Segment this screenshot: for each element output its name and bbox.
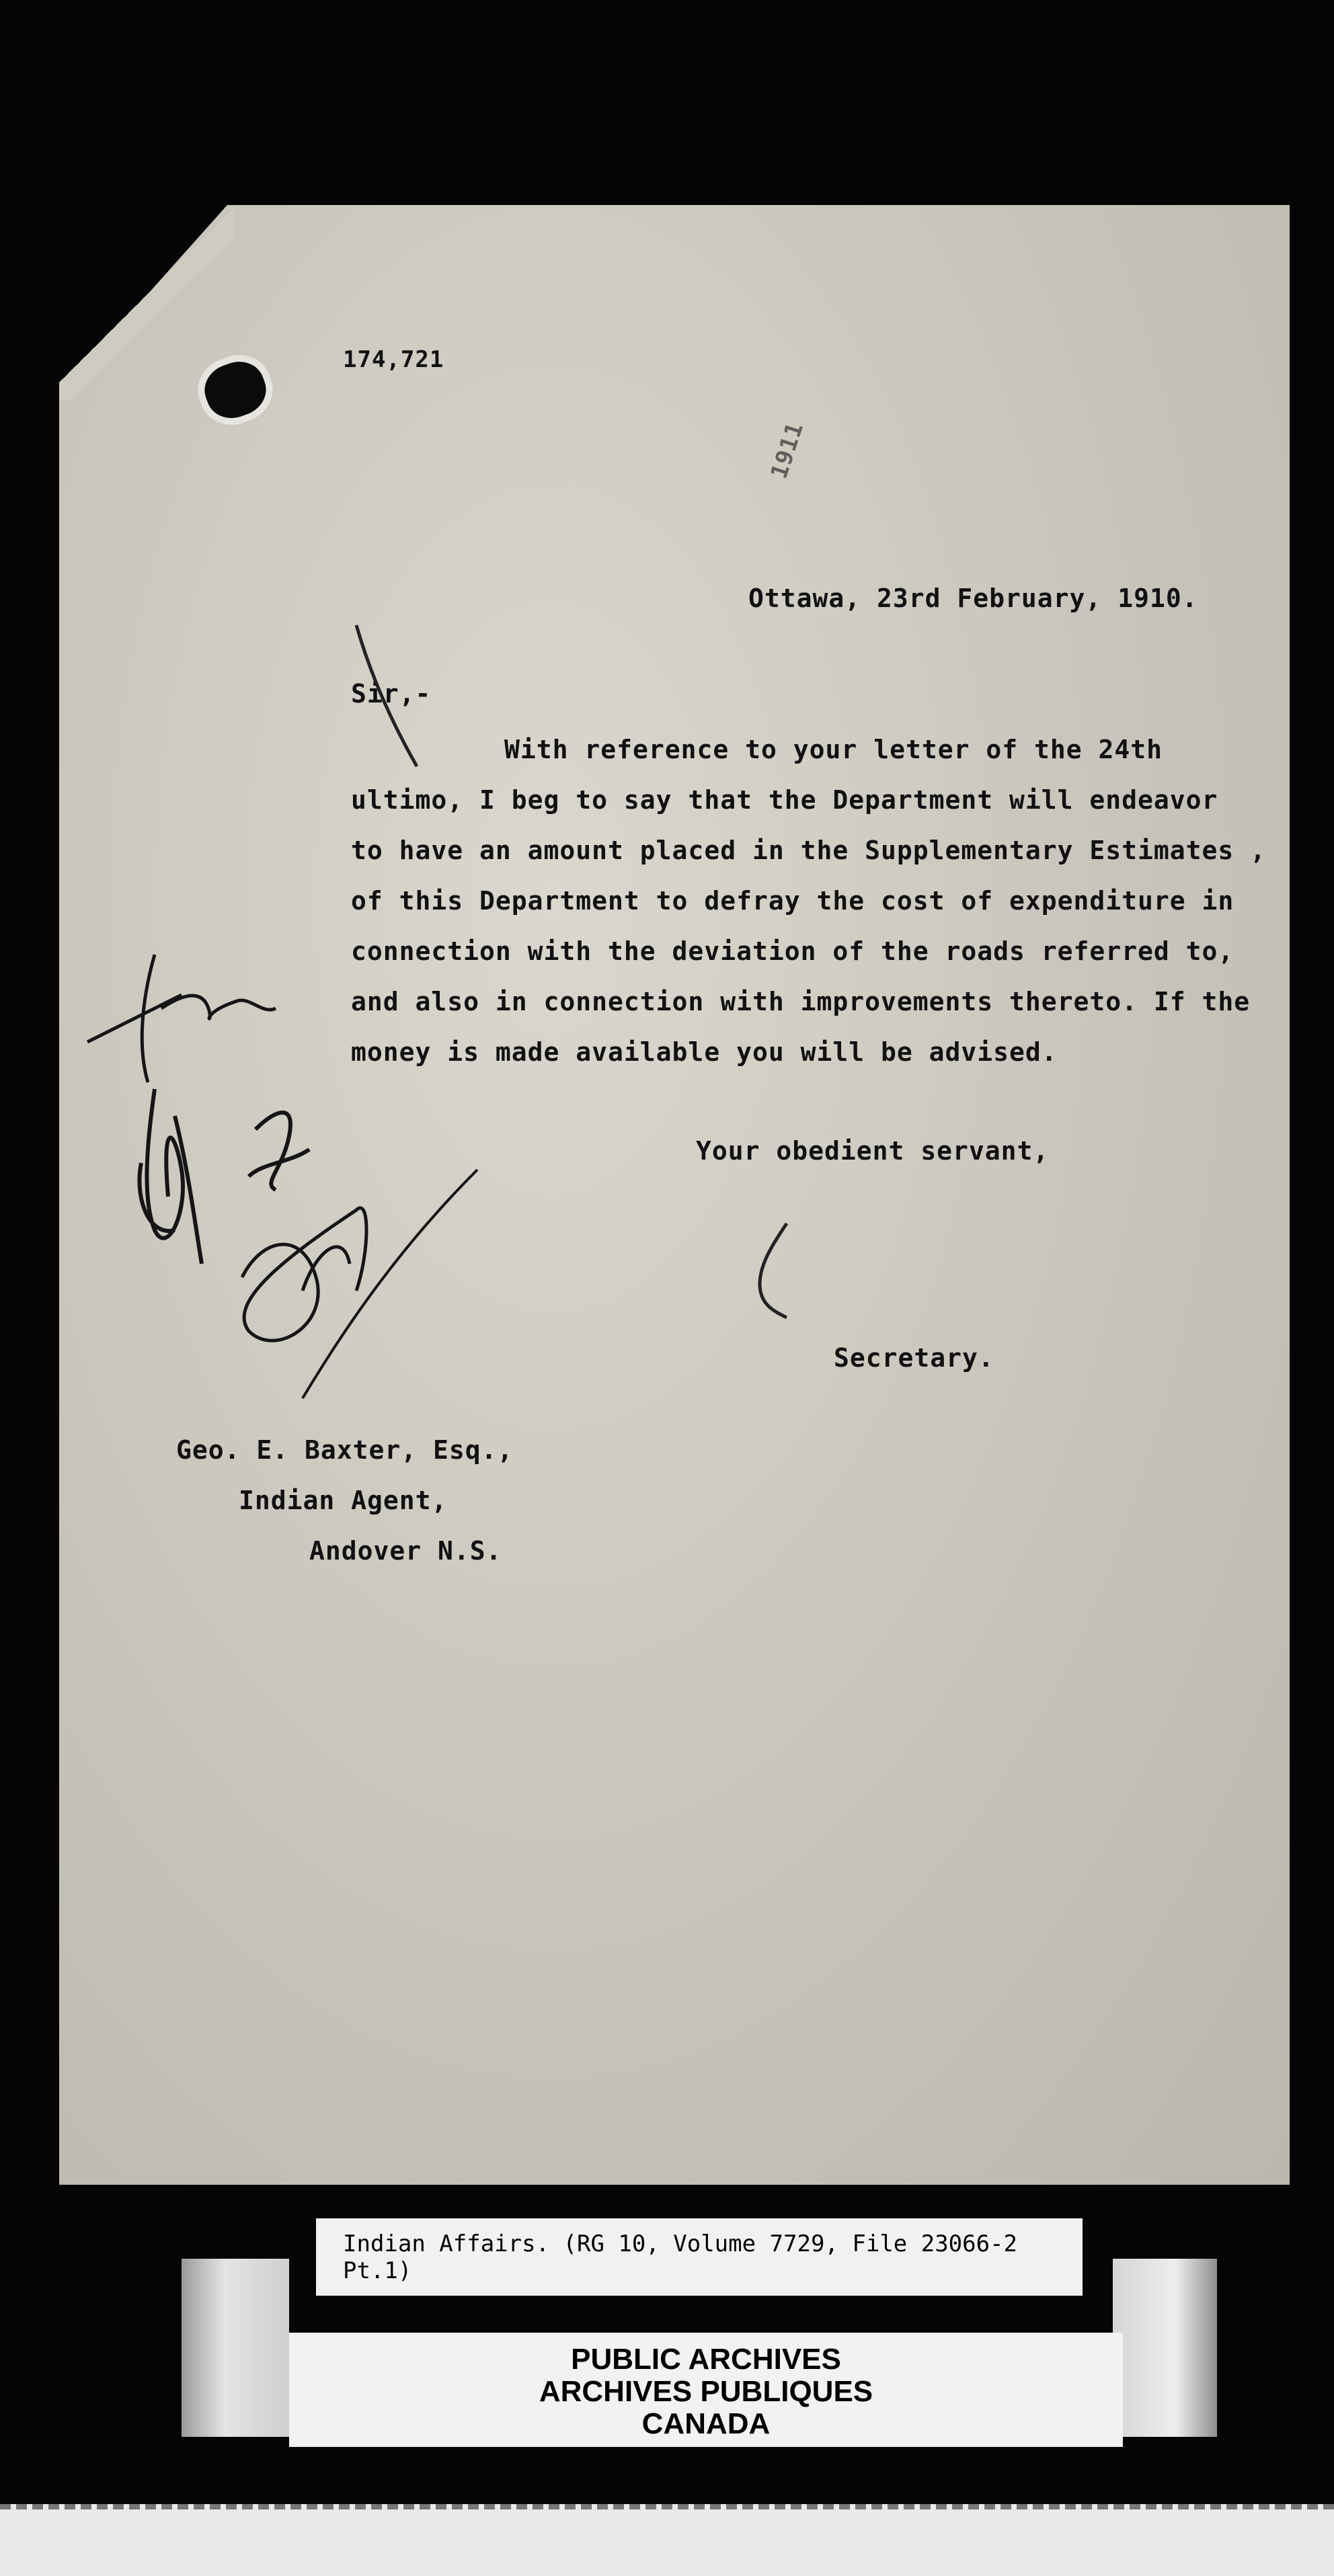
archive-stamp: [289, 2333, 1123, 2447]
body-line-3: to have an amount placed in the Supplementary Estimates ,: [351, 836, 1267, 865]
body-line-4: of this Department to defray the cost of expenditure in: [351, 886, 1234, 916]
body-line-5: connection with the deviation of the roads referred to,: [351, 936, 1234, 966]
addressee-name: Geo. E. Baxter, Esq.,: [176, 1435, 514, 1465]
body-line-7: money is made available you will be advised.: [351, 1037, 1058, 1067]
closing: Your obedient servant,: [696, 1136, 1050, 1166]
salutation: Sir,-: [351, 679, 432, 709]
file-number: 174,721: [343, 346, 444, 373]
archive-stamp-line-3: CANADA: [641, 2407, 771, 2440]
body-line-6: and also in connection with improvements thereto. If the: [351, 987, 1251, 1016]
signature-mark: [746, 1217, 807, 1324]
folded-corner: [59, 205, 234, 400]
archive-reference-label: Indian Affairs. (RG 10, Volume 7729, File 23066-2 Pt.1): [316, 2218, 1083, 2296]
stamp-mark: 1911: [765, 418, 810, 483]
body-line-1: With reference to your letter of the 24th: [504, 735, 1163, 764]
body-line-2: ultimo, I beg to say that the Department will endeavor: [351, 785, 1218, 815]
archive-stamp-line-2: ARCHIVES PUBLIQUES: [539, 2375, 873, 2408]
pen-stroke: [350, 618, 430, 773]
handwritten-annotations: [74, 914, 504, 1425]
addressee-location: Andover N.S.: [309, 1536, 502, 1566]
place-date: Ottawa, 23rd February, 1910.: [748, 583, 1198, 613]
signature-title: Secretary.: [834, 1343, 994, 1373]
archive-tab-right: [1113, 2259, 1217, 2437]
archive-tab-left: [182, 2259, 289, 2437]
addressee-title: Indian Agent,: [239, 1486, 448, 1515]
scanner-bed: [0, 2504, 1334, 2576]
archive-stamp-line-1: PUBLIC ARCHIVES: [571, 2343, 841, 2376]
